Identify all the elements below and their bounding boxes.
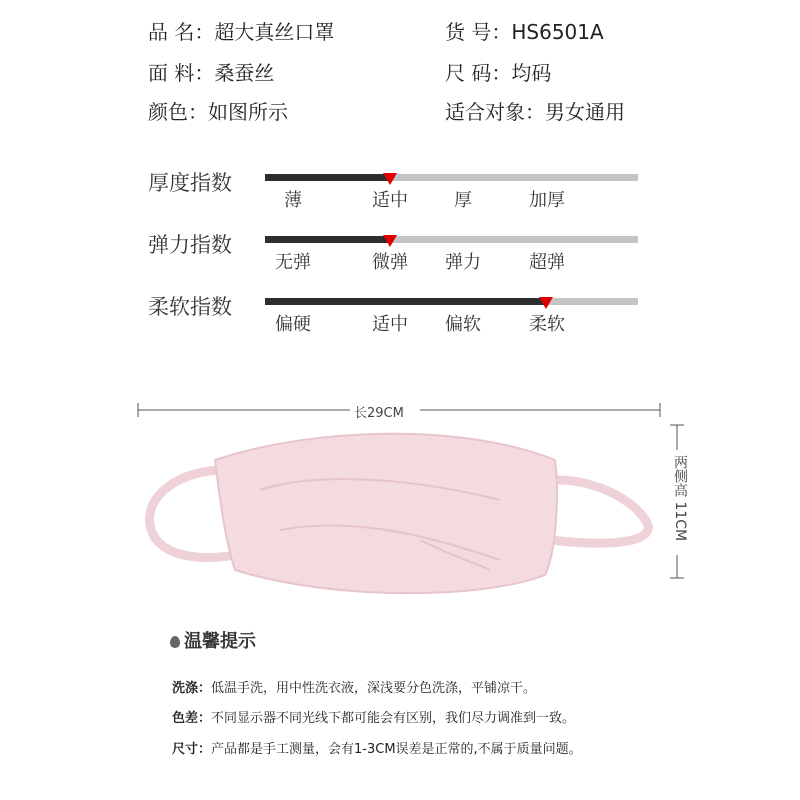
tip-washing: 洗涤：低温手洗，用中性洗衣液，深浅要分色洗涤，平铺凉干。 (172, 681, 537, 696)
spec-material: 面 料：桑蚕丝 (148, 61, 275, 85)
length-label: 长29CM (354, 406, 404, 421)
tip-size: 尺寸：产品都是手工测量，会有1-3CM误差是正常的,不属于质量问题。 (172, 742, 582, 757)
index-tick-label: 偏硬 (275, 314, 311, 335)
spec-target: 适合对象：男女通用 (445, 100, 625, 124)
drop-icon (170, 636, 180, 648)
spec-size: 尺 码：均码 (445, 61, 552, 85)
index-tick-label: 超弹 (529, 252, 565, 273)
index-tick-label: 偏软 (445, 314, 481, 335)
index-tick-label: 适中 (372, 190, 408, 211)
index-tick-label: 微弹 (372, 252, 408, 273)
index-label: 弹力指数 (148, 233, 232, 257)
index-tick-label: 薄 (284, 190, 302, 211)
index-label: 柔软指数 (148, 295, 232, 319)
tips-title: 温馨提示 (170, 627, 256, 653)
spec-name: 品 名：超大真丝口罩 (148, 20, 335, 44)
spec-color: 颜色：如图所示 (148, 100, 288, 124)
index-label: 厚度指数 (148, 171, 232, 195)
index-tick-label: 厚 (454, 190, 472, 211)
index-tick-label: 无弹 (275, 252, 311, 273)
index-tick-label: 加厚 (529, 190, 565, 211)
index-tick-label: 适中 (372, 314, 408, 335)
index-tick-label: 柔软 (529, 314, 565, 335)
tip-color-diff: 色差：不同显示器不同光线下都可能会有区别，我们尽力调准到一致。 (172, 711, 576, 726)
height-label: 两侧高 11CM (672, 455, 688, 542)
index-tick-label: 弹力 (445, 252, 481, 273)
spec-sku: 货 号：HS6501A (445, 20, 604, 44)
